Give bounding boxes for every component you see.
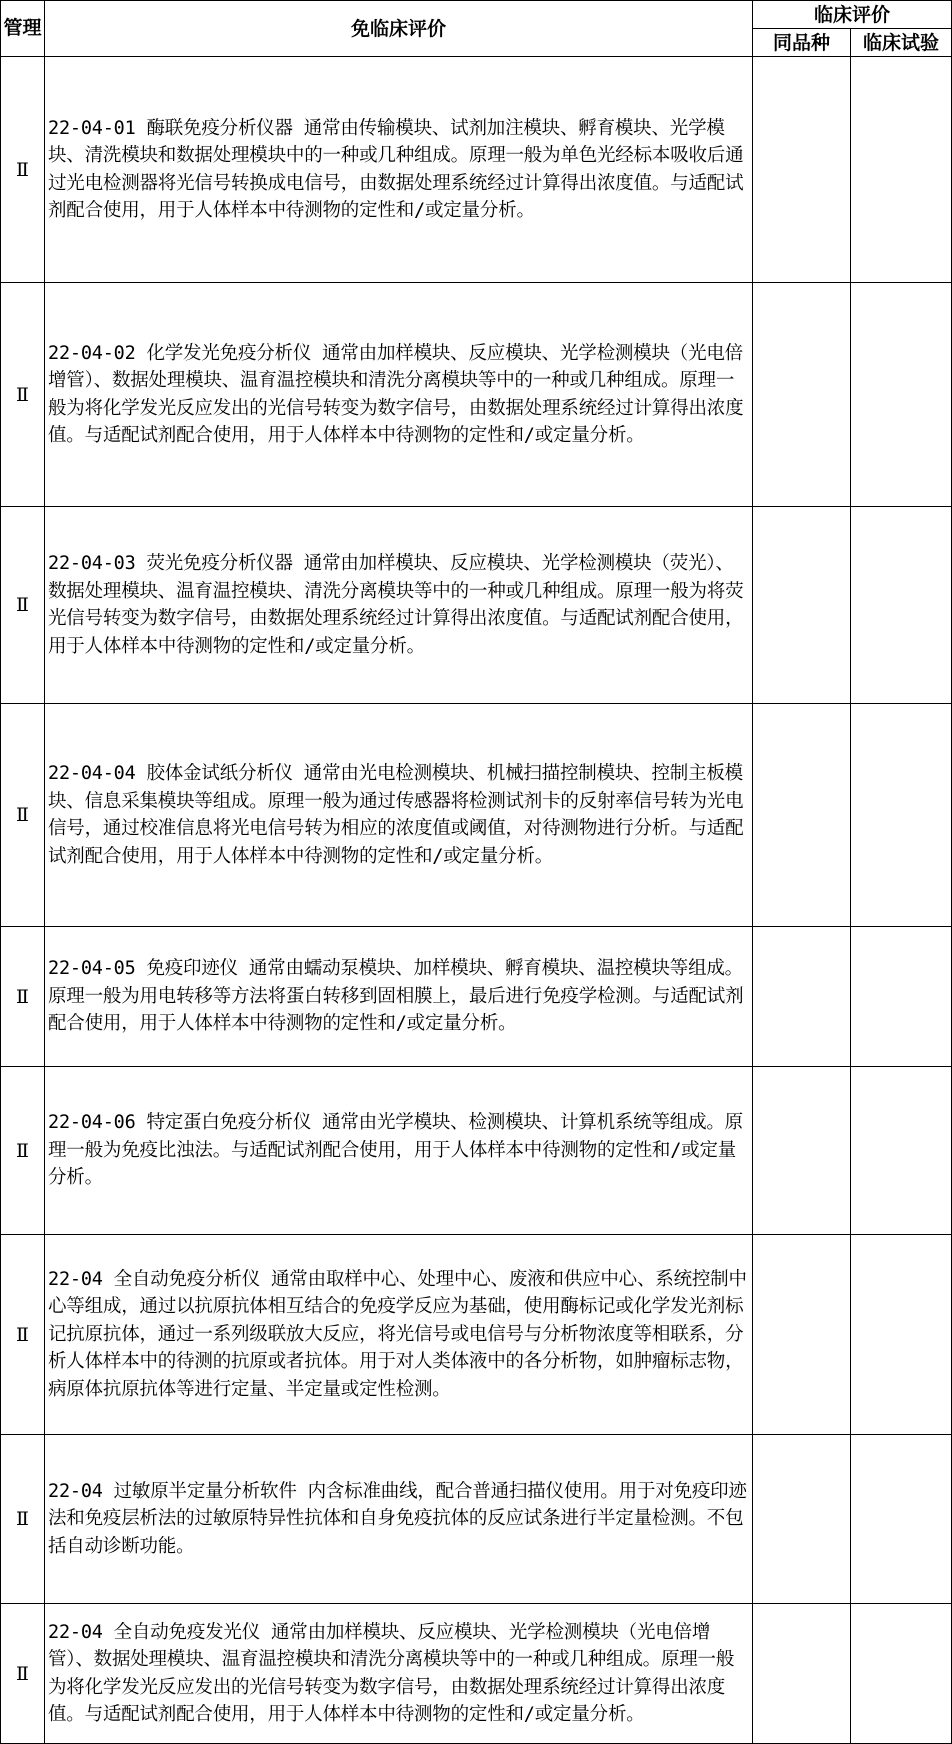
table-row — [1, 1235, 952, 1435]
table-row — [1, 507, 952, 704]
clinical-evaluation-header: 临床评价 — [753, 1, 952, 29]
management-class-cell: Ⅱ — [1, 1235, 45, 1435]
clinical-trial-cell — [851, 1067, 952, 1235]
same-variety-cell — [753, 1235, 851, 1435]
management-class-cell: Ⅱ — [1, 704, 45, 927]
table-row — [1, 927, 952, 1067]
management-class-cell: Ⅱ — [1, 57, 45, 283]
device-description-cell: 22-04 全自动免疫发光仪 通常由加样模块、反应模块、光学检测模块（光电倍增管）、数据处理模块、温育温控模块和清洗分离模块等中的一种或几种组成。原理一般为将化学发光反应发出的光信号转变为数字信号，由数据处理系统经过计算得出浓度值。与适配试剂配合使用，用于人体样本中待测物的定性和/或定量分析。 — [45, 1604, 753, 1744]
management-class-header: 管理 — [1, 1, 45, 57]
clinical-trial-cell — [851, 927, 952, 1067]
table-row — [1, 1435, 952, 1604]
clinical-trial-cell — [851, 704, 952, 927]
same-variety-cell — [753, 507, 851, 704]
same-variety-cell — [753, 283, 851, 507]
clinical-trial-cell — [851, 283, 952, 507]
management-class-cell: Ⅱ — [1, 927, 45, 1067]
same-variety-cell — [753, 1067, 851, 1235]
device-description-cell: 22-04-05 免疫印迹仪 通常由蠕动泵模块、加样模块、孵育模块、温控模块等组成。原理一般为用电转移等方法将蛋白转移到固相膜上，最后进行免疫学检测。与适配试剂配合使用，用于人体样本中待测物的定性和/或定量分析。 — [45, 927, 753, 1067]
same-variety-cell — [753, 704, 851, 927]
management-class-cell: Ⅱ — [1, 1067, 45, 1235]
clinical-trial-cell — [851, 1604, 952, 1744]
clinical-trial-cell — [851, 507, 952, 704]
same-variety-cell — [753, 57, 851, 283]
clinical-trial-cell — [851, 1235, 952, 1435]
device-description-cell: 22-04 过敏原半定量分析软件 内含标准曲线，配合普通扫描仪使用。用于对免疫印迹法和免疫层析法的过敏原特异性抗体和自身免疫抗体的反应试条进行半定量检测。不包括自动诊断功能。 — [45, 1435, 753, 1604]
table-row — [1, 1604, 952, 1744]
table-row — [1, 57, 952, 283]
clinical-trial-cell — [851, 57, 952, 283]
management-class-cell: Ⅱ — [1, 1604, 45, 1744]
clinical-trial-cell — [851, 1435, 952, 1604]
device-description-cell: 22-04-06 特定蛋白免疫分析仪 通常由光学模块、检测模块、计算机系统等组成。原理一般为免疫比浊法。与适配试剂配合使用，用于人体样本中待测物的定性和/或定量分析。 — [45, 1067, 753, 1235]
table-row — [1, 1067, 952, 1235]
device-description-cell: 22-04 全自动免疫分析仪 通常由取样中心、处理中心、废液和供应中心、系统控制中心等组成，通过以抗原抗体相互结合的免疫学反应为基础，使用酶标记或化学发光剂标记抗原抗体，通过一系列级联放大反应，将光信号或电信号与分析物浓度等相联系，分析人体样本中的待测的抗原或者抗体。用于对人类体液中的各分析物，如肿瘤标志物，病原体抗原抗体等进行定量、半定量或定性检测。 — [45, 1235, 753, 1435]
management-class-cell: Ⅱ — [1, 1435, 45, 1604]
same-variety-cell — [753, 1435, 851, 1604]
table-row — [1, 704, 952, 927]
same-variety-cell — [753, 1604, 851, 1744]
clinical-trial-header: 临床试验 — [851, 29, 952, 57]
management-class-cell: Ⅱ — [1, 283, 45, 507]
device-description-cell: 22-04-04 胶体金试纸分析仪 通常由光电检测模块、机械扫描控制模块、控制主板模块、信息采集模块等组成。原理一般为通过传感器将检测试剂卡的反射率信号转为光电信号，通过校准信息将光电信号转为相应的浓度值或阈值，对待测物进行分析。与适配试剂配合使用，用于人体样本中待测物的定性和/或定量分析。 — [45, 704, 753, 927]
same-variety-header: 同品种 — [753, 29, 851, 57]
device-description-cell: 22-04-03 荧光免疫分析仪器 通常由加样模块、反应模块、光学检测模块（荧光）、数据处理模块、温育温控模块、清洗分离模块等中的一种或几种组成。原理一般为将荧光信号转变为数字信号，由数据处理系统经过计算得出浓度值。与适配试剂配合使用，用于人体样本中待测物的定性和/或定量分析。 — [45, 507, 753, 704]
exempt-clinical-evaluation-header: 免临床评价 — [45, 1, 753, 57]
same-variety-cell — [753, 927, 851, 1067]
device-description-cell: 22-04-01 酶联免疫分析仪器 通常由传输模块、试剂加注模块、孵育模块、光学模块、清洗模块和数据处理模块中的一种或几种组成。原理一般为单色光经标本吸收后通过光电检测器将光信号转换成电信号，由数据处理系统经过计算得出浓度值。与适配试剂配合使用，用于人体样本中待测物的定性和/或定量分析。 — [45, 57, 753, 283]
device-description-cell: 22-04-02 化学发光免疫分析仪 通常由加样模块、反应模块、光学检测模块（光电倍增管）、数据处理模块、温育温控模块和清洗分离模块等中的一种或几种组成。原理一般为将化学发光反应发出的光信号转变为数字信号，由数据处理系统经过计算得出浓度值。与适配试剂配合使用，用于人体样本中待测物的定性和/或定量分析。 — [45, 283, 753, 507]
table-row — [1, 283, 952, 507]
management-class-cell: Ⅱ — [1, 507, 45, 704]
